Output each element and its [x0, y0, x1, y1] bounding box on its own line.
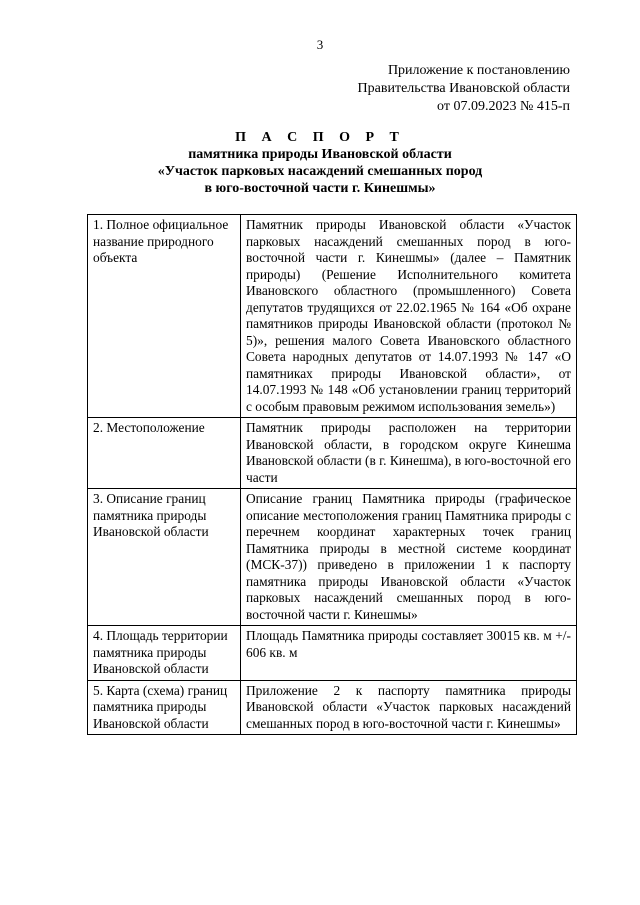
row-value: Описание границ Памятника природы (графическое описание местоположения границ Памятника природы с перечнем координат характерных точек границ Памятника природы в местной системе координат (МСК-37)) приведено в приложении 1 к паспорту памятника природы Ивановской области «Участок парковых насаждений смешанных пород в юго-восточной части г. Кинешмы» — [241, 489, 577, 626]
page-number: 3 — [316, 37, 324, 52]
table-row — [88, 680, 577, 735]
approval-line-1: Приложение к постановлению — [387, 63, 570, 78]
row-label: 1. Полное официальное название природного объекта — [88, 215, 241, 418]
row-label: 5. Карта (схема) границ памятника природы Ивановской области — [88, 680, 241, 735]
row-label: 3. Описание границ памятника природы Ивановской области — [88, 489, 241, 626]
row-label: 2. Местоположение — [88, 418, 241, 489]
approval-line-2: Правительства Ивановской области — [357, 81, 570, 96]
approval-line-3: от 07.09.2023 № 415-п — [437, 99, 570, 114]
title-line-1: памятника природы Ивановской области — [188, 147, 452, 162]
title-line-3: в юго-восточной части г. Кинешмы» — [204, 181, 436, 196]
row-value: Площадь Памятника природы составляет 30015 кв. м +/- 606 кв. м — [241, 626, 577, 681]
title-line-2: «Участок парковых насаждений смешанных пород — [157, 164, 483, 179]
row-label: 4. Площадь территории памятника природы Ивановской области — [88, 626, 241, 681]
table-row — [88, 215, 577, 418]
row-value: Памятник природы расположен на территории Ивановской области, в городском округе Кинешма Ивановской области (в г. Кинешма), в юго-восточной его части — [241, 418, 577, 489]
approval-block — [358, 62, 570, 116]
table-row — [88, 489, 577, 626]
row-value: Памятник природы Ивановской области «Участок парковых насаждений смешанных пород в юго-восточной части г. Кинешмы» (далее – Памятник природы) (Решение Исполнительного комитета Ивановского областного (промышленного) Совета депутатов трудящихся от 22.02.1965 № 164 «Об охране памятников природы Ивановской области (протокол № 5)», решения малого Совета Ивановского областного Совета народных депутатов от 14.07.1993 № 147 «О памятниках природы Ивановской области», от 14.07.1993 № 148 «Об установлении границ территорий с особым правовым режимом использования земель») — [241, 215, 577, 418]
passport-heading: П А С П О Р Т — [235, 130, 405, 145]
table-row — [88, 418, 577, 489]
row-value: Приложение 2 к паспорту памятника природы Ивановской области «Участок парковых насаждений смешанных пород в юго-восточной части г. Кинешмы» — [241, 680, 577, 735]
document-title — [0, 129, 640, 197]
table-row — [88, 626, 577, 681]
passport-table — [87, 214, 577, 735]
